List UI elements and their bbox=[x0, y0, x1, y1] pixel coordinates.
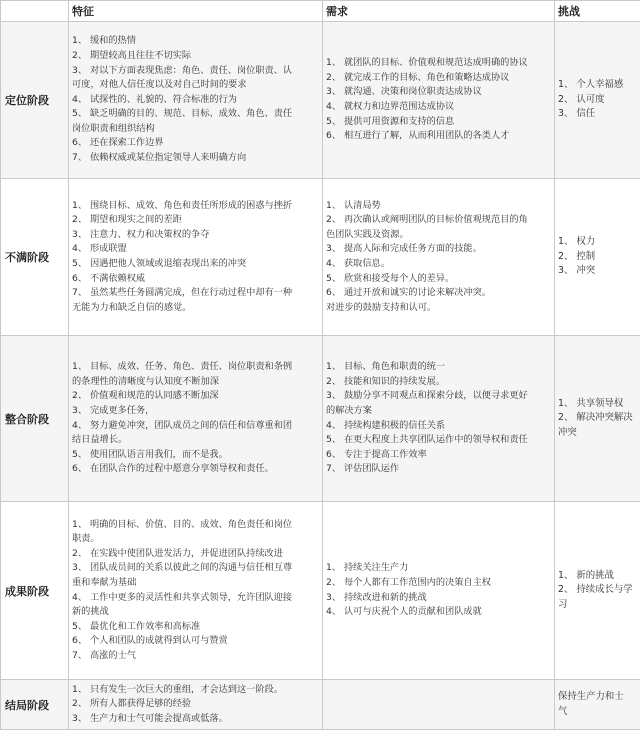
cell-line: 5、 欣赏和接受每个人的差异。 bbox=[326, 272, 551, 287]
cell-line: 3、 生产力和士气可能会提高或低落。 bbox=[72, 712, 319, 727]
features-cell bbox=[69, 179, 323, 336]
cell-line: 3、 就沟通、决策和岗位职责达成协议 bbox=[326, 85, 551, 100]
cell-line: 1、 权力 bbox=[558, 235, 637, 250]
cell-line: 习 bbox=[558, 598, 637, 613]
cell-line: 5、 使用团队语言用我们，而不是我。 bbox=[72, 448, 319, 463]
cell-line: 6、 不满依赖权威 bbox=[72, 272, 319, 287]
cell-line: 3、 提高人际和完成任务方面的技能。 bbox=[326, 242, 551, 257]
features-cell bbox=[69, 22, 323, 179]
cell-line: 2、 再次确认或阐明团队的目标价值观规范目的角 bbox=[326, 213, 551, 228]
challenges-cell bbox=[555, 22, 640, 179]
cell-line: 6、 还在探索工作边界 bbox=[72, 136, 319, 151]
cell-line: 1、 就团队的目标、价值观和规范达成明确的协议 bbox=[326, 56, 551, 71]
cell-line: 3、 完成更多任务， bbox=[72, 404, 319, 419]
cell-line: 3、 持续改进和新的挑战 bbox=[326, 591, 551, 606]
needs-cell bbox=[323, 680, 555, 730]
cell-line: 5、 缺乏明确的目的、规范、目标、成效、角色、责任 bbox=[72, 107, 319, 122]
cell-line: 2、 在实践中使团队进发活力，并促进团队持续改进 bbox=[72, 547, 319, 562]
table-row bbox=[1, 22, 640, 179]
cell-line: 6、 相互进行了解，从而利用团队的各类人才 bbox=[326, 129, 551, 144]
table-row bbox=[1, 336, 640, 502]
challenges-cell bbox=[555, 502, 640, 680]
cell-line: 5、 在更大程度上共享团队运作中的领导权和责任 bbox=[326, 433, 551, 448]
cell-line: 1、 持续关注生产力 bbox=[326, 561, 551, 576]
stage-name: 结局阶段 bbox=[1, 680, 69, 730]
cell-line: 1、 目标、角色和职责的统一 bbox=[326, 360, 551, 375]
cell-line: 职责。 bbox=[72, 532, 319, 547]
cell-line: 1、 缓和的热情 bbox=[72, 34, 319, 49]
table-header-row bbox=[1, 1, 640, 22]
cell-line: 5、 因遇把他人领域或退缩表现出来的冲突 bbox=[72, 257, 319, 272]
cell-line: 4、 获取信息。 bbox=[326, 257, 551, 272]
features-cell bbox=[69, 502, 323, 680]
cell-line: 4、 试探性的、礼貌的、符合标准的行为 bbox=[72, 93, 319, 108]
challenges-cell bbox=[555, 336, 640, 502]
cell-line: 可度，对他人信任度以及对自己时间的要求 bbox=[72, 78, 319, 93]
features-cell bbox=[69, 680, 323, 730]
cell-line: 2、 解决冲突解决 bbox=[558, 411, 637, 426]
cell-line: 2、 技能和知识的持续发展。 bbox=[326, 375, 551, 390]
cell-line: 7、 虽然某些任务圆满完成，但在行动过程中却有一种 bbox=[72, 286, 319, 301]
cell-line: 重和奉献为基础 bbox=[72, 576, 319, 591]
cell-line: 4、 形成联盟 bbox=[72, 242, 319, 257]
stage-name: 成果阶段 bbox=[1, 502, 69, 680]
cell-line: 1、 围绕目标、成效、角色和责任所形成的困惑与挫折 bbox=[72, 199, 319, 214]
table-row bbox=[1, 502, 640, 680]
cell-line: 1、 只有发生一次巨大的重组，才会达到这一阶段。 bbox=[72, 683, 319, 698]
cell-line: 的条理性的清晰度与认知度不断加深 bbox=[72, 375, 319, 390]
cell-line: 5、 提供可用资源和支持的信息 bbox=[326, 115, 551, 130]
cell-line: 气 bbox=[558, 705, 637, 720]
cell-line: 2、 认可度 bbox=[558, 93, 637, 108]
cell-line: 3、 注意力、权力和决策权的争夺 bbox=[72, 228, 319, 243]
cell-line: 1、 个人幸福感 bbox=[558, 78, 637, 93]
cell-line: 1、 新的挑战 bbox=[558, 569, 637, 584]
cell-line: 4、 努力避免冲突，团队成员之间的信任和信尊重和团 bbox=[72, 419, 319, 434]
cell-line: 2、 持续成长与学 bbox=[558, 583, 637, 598]
cell-line: 2、 期望和现实之间的差距 bbox=[72, 213, 319, 228]
cell-line: 1、 认清局势 bbox=[326, 199, 551, 214]
needs-cell bbox=[323, 179, 555, 336]
needs-cell bbox=[323, 22, 555, 179]
header-features: 特征 bbox=[69, 1, 323, 22]
cell-line: 保持生产力和士 bbox=[558, 690, 637, 705]
cell-line: 1、 共享领导权 bbox=[558, 397, 637, 412]
cell-line: 结日益增长。 bbox=[72, 433, 319, 448]
cell-line: 6、 通过开放和诚实的讨论来解决冲突。 bbox=[326, 286, 551, 301]
cell-line: 色团队实践及资源。 bbox=[326, 228, 551, 243]
cell-line: 7、 依赖权威或某位指定领导人来明确方向 bbox=[72, 151, 319, 166]
cell-line: 3、 对以下方面表现焦虑：角色、责任、岗位职责、认 bbox=[72, 64, 319, 79]
cell-line: 6、 个人和团队的成就得到认可与赞赏 bbox=[72, 634, 319, 649]
table-row bbox=[1, 179, 640, 336]
stage-name: 定位阶段 bbox=[1, 22, 69, 179]
cell-line: 3、 冲突 bbox=[558, 264, 637, 279]
cell-line: 3、 鼓励分享不同观点和探索分歧，以便寻求更好 bbox=[326, 389, 551, 404]
cell-line: 2、 价值观和规范的认同感不断加深 bbox=[72, 389, 319, 404]
cell-line: 4、 认可与庆祝个人的贡献和团队成就 bbox=[326, 605, 551, 620]
cell-line: 2、 就完成工作的目标、角色和策略达成协议 bbox=[326, 71, 551, 86]
cell-line: 冲突 bbox=[558, 426, 637, 441]
cell-line: 7、 评估团队运作 bbox=[326, 462, 551, 477]
stage-name: 不满阶段 bbox=[1, 179, 69, 336]
cell-line: 2、 所有人都获得足够的经验 bbox=[72, 697, 319, 712]
challenges-cell bbox=[555, 179, 640, 336]
table-row bbox=[1, 680, 640, 730]
cell-line: 的解决方案 bbox=[326, 404, 551, 419]
needs-cell bbox=[323, 336, 555, 502]
cell-line: 无能为力和缺乏自信的感觉。 bbox=[72, 301, 319, 316]
header-stage bbox=[1, 1, 69, 22]
needs-cell bbox=[323, 502, 555, 680]
cell-line: 1、 明确的目标、价值、目的、成效、角色责任和岗位 bbox=[72, 518, 319, 533]
cell-line: 4、 持续构建积极的信任关系 bbox=[326, 419, 551, 434]
cell-line: 6、 在团队合作的过程中愿意分享领导权和责任。 bbox=[72, 462, 319, 477]
cell-line: 3、 团队成员间的关系以彼此之间的沟通与信任相互尊 bbox=[72, 561, 319, 576]
cell-line: 岗位职责和组织结构 bbox=[72, 122, 319, 137]
cell-line: 4、 工作中更多的灵活性和共享式领导，允许团队迎接 bbox=[72, 591, 319, 606]
cell-line: 6、 专注于提高工作效率 bbox=[326, 448, 551, 463]
features-cell bbox=[69, 336, 323, 502]
header-challenges: 挑战 bbox=[555, 1, 640, 22]
challenges-cell bbox=[555, 680, 640, 730]
cell-line: 2、 每个人都有工作范围内的决策自主权 bbox=[326, 576, 551, 591]
cell-line: 4、 就权力和边界范围达成协议 bbox=[326, 100, 551, 115]
cell-line: 5、 最优化和工作效率和高标准 bbox=[72, 620, 319, 635]
cell-line: 3、 信任 bbox=[558, 107, 637, 122]
header-needs: 需求 bbox=[323, 1, 555, 22]
cell-line: 2、 控制 bbox=[558, 250, 637, 265]
cell-line: 1、 目标、成效、任务、角色、责任、岗位职责和条例 bbox=[72, 360, 319, 375]
cell-line: 对进步的鼓励支持和认可。 bbox=[326, 301, 551, 316]
cell-line: 2、 期望较高且往往不切实际 bbox=[72, 49, 319, 64]
stage-name: 整合阶段 bbox=[1, 336, 69, 502]
cell-line: 7、 高涨的士气 bbox=[72, 649, 319, 664]
cell-line: 新的挑战 bbox=[72, 605, 319, 620]
